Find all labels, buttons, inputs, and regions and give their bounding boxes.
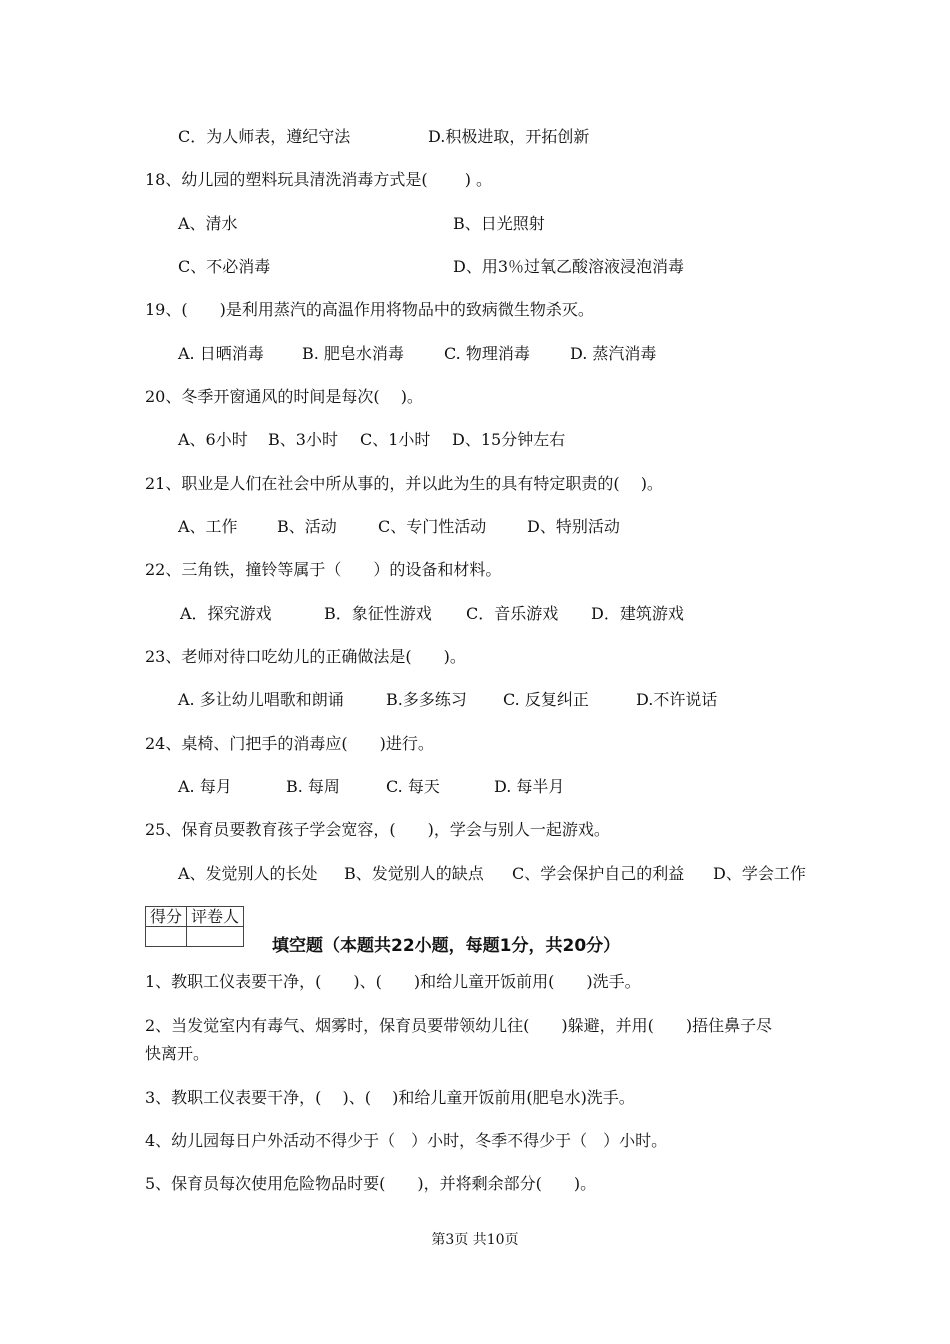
q19-option-a: A. 日晒消毒 (178, 344, 264, 363)
score-table (145, 906, 244, 947)
fill-question-1: 1、教职工仪表要干净，( )、( )和给儿童开饭前用( )洗手。 (145, 972, 641, 991)
question-19: 19、( )是利用蒸汽的高温作用将物品中的致病微生物杀灭。 (145, 300, 594, 319)
q23-option-b: B.多多练习 (386, 690, 467, 709)
q20-option-c: C、1小时 (360, 430, 431, 449)
fill-question-2-cont: 快离开。 (145, 1044, 210, 1063)
q22-option-b: B．象征性游戏 (324, 604, 432, 623)
page-footer: 第3页 共10页 (431, 1232, 519, 1248)
fill-question-3: 3、教职工仪表要干净，( )、( )和给儿童开饭前用(肥皂水)洗手。 (145, 1088, 635, 1107)
score-cell (146, 927, 187, 947)
q22-option-a: A．探究游戏 (180, 604, 272, 623)
q20-option-d: D、15分钟左右 (452, 430, 566, 449)
q18-option-c: C、不必消毒 (178, 257, 271, 276)
q23-option-c: C. 反复纠正 (503, 690, 589, 709)
q25-option-d: D、学会工作 (713, 864, 806, 883)
q18-option-d: D、用3％过氧乙酸溶液浸泡消毒 (453, 257, 685, 276)
q18-option-b: B、日光照射 (453, 214, 545, 233)
question-21: 21、职业是人们在社会中所从事的，并以此为生的具有特定职责的( )。 (145, 474, 663, 493)
grader-label: 评卷人 (187, 907, 244, 927)
q19-option-c: C. 物理消毒 (444, 344, 530, 363)
q19-option-b: B. 肥皂水消毒 (302, 344, 404, 363)
fill-question-5: 5、保育员每次使用危险物品时要( )，并将剩余部分( )。 (145, 1174, 597, 1193)
q18-option-a: A、清水 (178, 214, 238, 233)
q22-option-c: C．音乐游戏 (466, 604, 559, 623)
question-24: 24、桌椅、门把手的消毒应( )进行。 (145, 734, 434, 753)
section-title: 填空题（本题共22小题，每题1分，共20分） (272, 936, 621, 956)
q20-option-b: B、3小时 (268, 430, 338, 449)
q21-option-a: A、工作 (178, 517, 238, 536)
question-22: 22、三角铁，撞铃等属于（ ）的设备和材料。 (145, 560, 502, 579)
q23-option-d: D.不许说话 (636, 690, 718, 709)
q17-option-c: C．为人师表，遵纪守法 (178, 127, 351, 146)
q23-option-a: A. 多让幼儿唱歌和朗诵 (178, 690, 344, 709)
score-label: 得分 (146, 907, 187, 927)
q22-option-d: D．建筑游戏 (591, 604, 684, 623)
q24-option-a: A. 每月 (178, 777, 232, 796)
q24-option-b: B. 每周 (286, 777, 340, 796)
q20-option-a: A、6小时 (178, 430, 248, 449)
fill-question-2: 2、当发觉室内有毒气、烟雾时，保育员要带领幼儿往( )躲避，并用( )捂住鼻子尽 (145, 1016, 773, 1035)
fill-question-4: 4、幼儿园每日户外活动不得少于（ ）小时，冬季不得少于（ ）小时。 (145, 1131, 668, 1150)
q19-option-d: D. 蒸汽消毒 (570, 344, 657, 363)
q17-option-d: D.积极进取，开拓创新 (428, 127, 590, 146)
grader-cell (187, 927, 244, 947)
q25-option-a: A、发觉别人的长处 (178, 864, 318, 883)
q25-option-b: B、发觉别人的缺点 (344, 864, 484, 883)
question-20: 20、冬季开窗通风的时间是每次( )。 (145, 387, 423, 406)
q21-option-c: C、专门性活动 (378, 517, 487, 536)
q24-option-d: D. 每半月 (494, 777, 565, 796)
question-25: 25、保育员要教育孩子学会宽容，( )，学会与别人一起游戏。 (145, 820, 610, 839)
question-23: 23、老师对待口吃幼儿的正确做法是( )。 (145, 647, 466, 666)
q25-option-c: C、学会保护自己的利益 (512, 864, 685, 883)
question-18: 18、幼儿园的塑料玩具清洗消毒方式是( ) 。 (145, 170, 493, 189)
q21-option-d: D、特别活动 (527, 517, 620, 536)
q21-option-b: B、活动 (277, 517, 337, 536)
q24-option-c: C. 每天 (386, 777, 440, 796)
